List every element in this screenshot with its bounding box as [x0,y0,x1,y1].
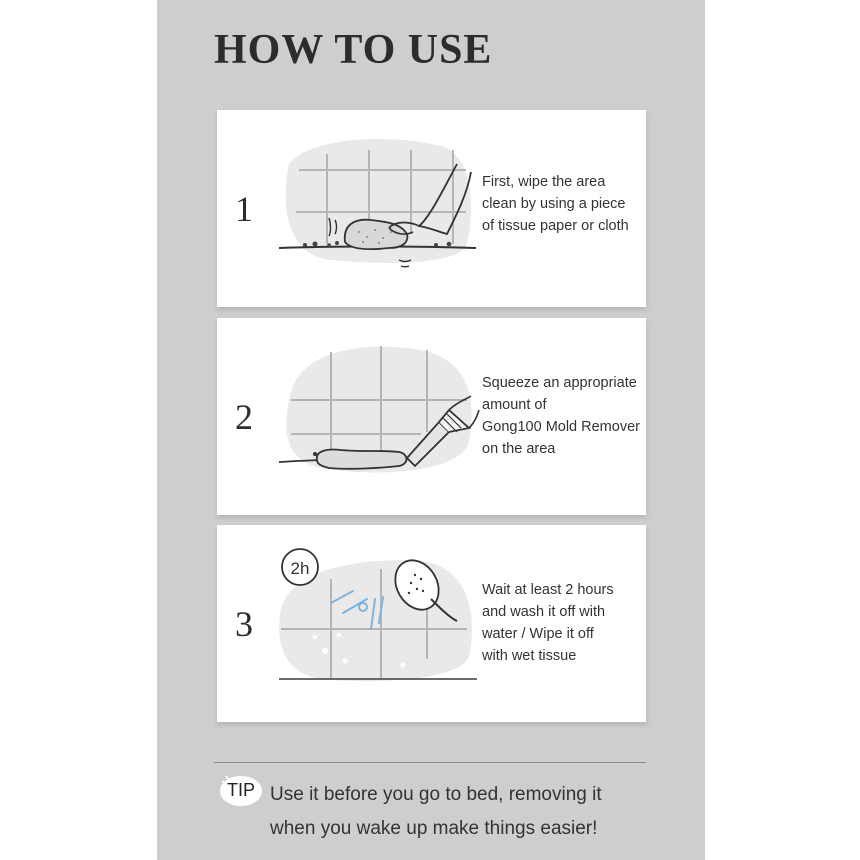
divider [214,762,646,763]
page-title: HOW TO USE [214,27,493,73]
step-number: 3 [235,604,253,644]
tip-text: Use it before you go to bed, removing it when you wake up make things easier! [270,784,602,839]
step-description: First, wipe the area clean by using a piece of tissue paper or cloth [482,174,629,234]
step-card-3 [217,525,646,722]
step-number: 2 [235,397,253,437]
tip-badge-label: TIP [227,780,256,800]
step-number: 1 [235,189,253,229]
step-description: Squeeze an appropriate amount of Gong100 Mold Remover on the area [482,375,640,457]
wiping-cloth-illustration [271,124,481,290]
squeezing-tube-illustration [271,332,481,498]
step-card-2 [217,318,646,515]
step-description: Wait at least 2 hours and wash it off with water / Wipe it off with wet tissue [482,582,614,664]
clock-label: 2h [290,559,310,578]
shower-rinse-illustration [271,539,481,705]
step-card-1 [217,110,646,307]
tip-badge [224,779,264,805]
